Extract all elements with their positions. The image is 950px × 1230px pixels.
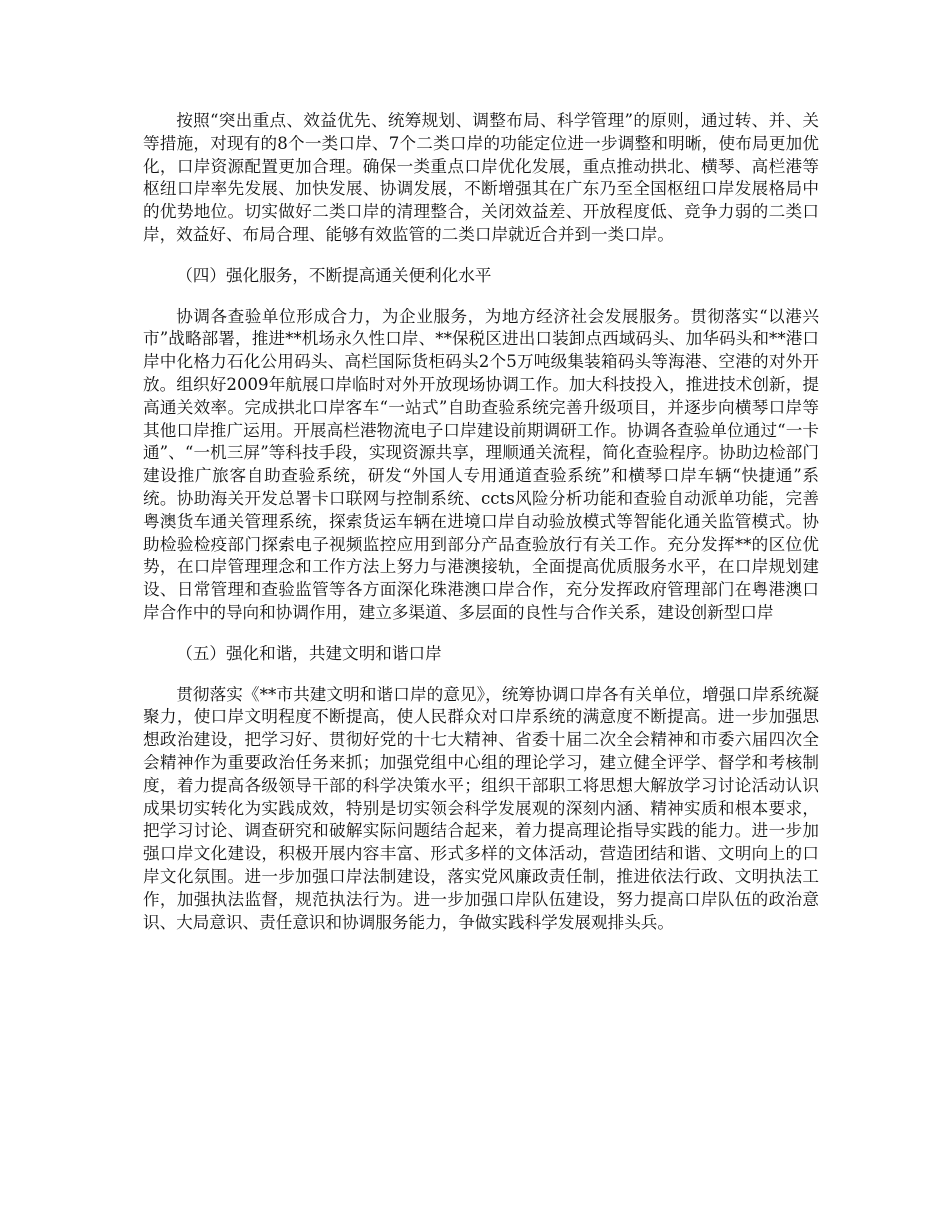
paragraph-port-restructuring: 按照“突出重点、效益优先、统筹规划、调整布局、科学管理”的原则，通过转、并、关等措施，对现有的8个一类口岸、7个二类口岸的功能定位进一步调整和明晰，使布局更加优化，口岸资源配置更加合理。确保一类重点口岸优化发展，重点推动拱北、横琴、高栏港等枢纽口岸率先发展、加快发展、协调发展，不断增强其在广东乃至全国枢纽口岸发展格局中的优势地位。切实做好二类口岸的清理整合，关闭效益差、开放程度低、竞争力弱的二类口岸，效益好、布局合理、能够有效监管的二类口岸就近合并到一类口岸。 [143,111,819,244]
section-heading-4: （四）强化服务，不断提高通关便利化水平 [176,265,492,285]
document-body [143,110,819,934]
paragraph-harmonious-port: 贯彻落实《**市共建文明和谐口岸的意见》，统筹协调口岸各有关单位，增强口岸系统凝聚力，使口岸文明程度不断提高，使人民群众对口岸系统的满意度不断提高。进一步加强思想政治建设，把学习好、贯彻好党的十七大精神、省委十届二次全会精神和市委六届四次全会精神作为重要政治任务来抓；加强党组中心组的理论学习，建立健全评学、督学和考核制度，着力提高各级领导干部的科学决策水平；组织干部职工将思想大解放学习讨论活动认识成果切实转化为实践成效，特别是切实领会科学发展观的深刻内涵、精神实质和根本要求，把学习讨论、调查研究和破解实际问题结合起来，着力提高理论指导实践的能力。进一步加强口岸文化建设，积极开展内容丰富、形式多样的文体活动，营造团结和谐、文明向上的口岸文化氛围。进一步加强口岸法制建设，落实党风廉政责任制，推进依法行政、文明执法工作，加强执法监督，规范执法行为。进一步加强口岸队伍建设，努力提高口岸队伍的政治意识、大局意识、责任意识和协调服务能力，争做实践科学发展观排头兵。 [143,684,819,932]
section-heading-5: （五）强化和谐，共建文明和谐口岸 [176,643,442,663]
paragraph-customs-service: 协调各查验单位形成合力，为企业服务，为地方经济社会发展服务。贯彻落实“以港兴市”战略部署，推进**机场永久性口岸、**保税区进出口装卸点西域码头、加华码头和**港口岸中化格力石化公用码头、高栏国际货柜码头2个5万吨级集装箱码头等海港、空港的对外开放。组织好2009年航展口岸临时对外开放现场协调工作。加大科技投入，推进技术创新，提高通关效率。完成拱北口岸客车“一站式”自助查验系统完善升级项目，并逐步向横琴口岸等其他口岸推广运用。开展高栏港物流电子口岸建设前期调研工作。协调各查验单位通过“一卡通”、“一机三屏”等科技手段，实现资源共享，理顺通关流程，简化查验程序。协助边检部门建设推广旅客自助查验系统，研发“外国人专用通道查验系统”和横琴口岸车辆“快捷通”系统。协助海关开发总署卡口联网与控制系统、ccts风险分析功能和查验自动派单功能，完善粤澳货车通关管理系统，探索货运车辆在进境口岸自动验放模式等智能化通关监管模式。协助检验检疫部门探索电子视频监控应用到部分产品查验放行有关工作。充分发挥**的区位优势，在口岸管理理念和工作方法上努力与港澳接轨，全面提高优质服务水平，在口岸规划建设、日常管理和查验监管等各方面深化珠港澳口岸合作，充分发挥政府管理部门在粤港澳口岸合作中的导向和协调作用，建立多渠道、多层面的良性与合作关系，建设创新型口岸 [143,306,819,622]
